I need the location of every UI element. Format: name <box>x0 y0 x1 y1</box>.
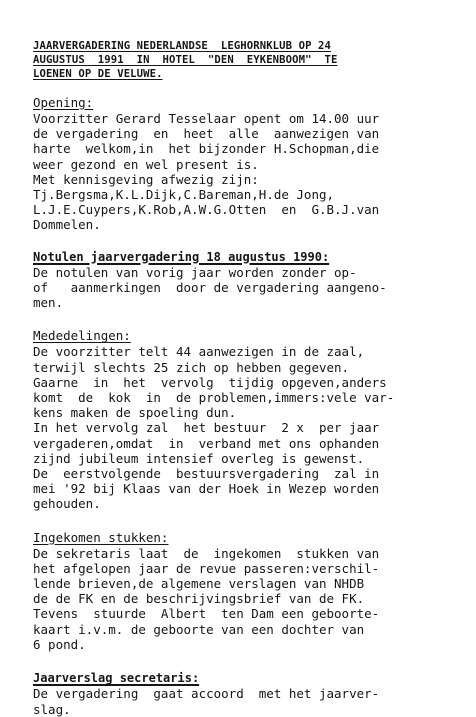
text-line: Gaarne in het vervolg tijdig opgeven,anders <box>33 374 387 390</box>
document-title <box>33 39 428 81</box>
meeting-minutes <box>33 39 428 717</box>
section-body <box>33 265 428 311</box>
text-line: terwijl slechts 25 zich op hebben gegeven. <box>33 359 350 375</box>
title-line: AUGUSTUS 1991 IN HOTEL "DEN EYKENBOOM" TE <box>33 54 338 66</box>
text-line: zijnd jubileum intensief overleg is gewenst. <box>33 450 365 466</box>
text-line: lende brieven,de algemene verslagen van NHDB <box>33 576 365 592</box>
text-line: vergaderen,omdat in verband met ons ophanden <box>33 435 380 451</box>
section-mededelingen <box>33 325 428 511</box>
text-line: slag. <box>33 701 71 717</box>
text-line: men. <box>33 295 64 311</box>
text-line: harte welkom,in het bijzonder H.Schopman,die <box>33 141 380 157</box>
section-heading: Ingekomen stukken: <box>33 529 169 545</box>
title-line: JAARVERGADERING NEDERLANDSE LEGHORNKLUB OP 24 <box>33 40 331 52</box>
text-line: Dommelen. <box>33 217 101 233</box>
text-line: In het vervolg zal het bestuur 2 x per jaar <box>33 420 380 436</box>
section-body <box>33 686 428 716</box>
text-line: mei '92 bij Klaas van der Hoek in Wezep worden <box>33 481 380 497</box>
text-line: het afgelopen jaar de revue passeren:verschil- <box>33 560 380 576</box>
text-line: komt de kok in de problemen,immers:vele var- <box>33 390 395 406</box>
section-heading: Jaarverslag secretaris: <box>33 671 200 686</box>
text-line: kaart i.v.m. de geboorte van een dochter van <box>33 621 365 637</box>
section-body <box>33 111 428 233</box>
text-line: De notulen van vorig jaar worden zonder op- <box>33 264 357 280</box>
text-line: De voorzitter telt 44 aanwezigen in de zaal, <box>33 344 365 360</box>
text-line: de vergadering en heet alle aanwezigen van <box>33 126 380 142</box>
text-line: weer gezond en wel present is. <box>33 156 259 172</box>
section-notulen <box>33 246 428 311</box>
section-body <box>33 344 428 511</box>
section-heading: Opening: <box>33 95 94 110</box>
text-line: De vergadering gaat accoord met het jaarver- <box>33 686 380 702</box>
text-line: De eerstvolgende bestuursvergadering zal in <box>33 466 380 482</box>
section-ingekomen-stukken <box>33 527 428 652</box>
section-jaarverslag-secretaris <box>33 667 428 717</box>
title-line: LOENEN OP DE VELUWE. <box>33 68 163 80</box>
text-line: 6 pond. <box>33 636 86 652</box>
text-line: Tevens stuurde Albert ten Dam een geboorte- <box>33 606 380 622</box>
text-line: de de FK en de beschrijvingsbrief van de FK. <box>33 591 365 607</box>
section-heading: Mededelingen: <box>33 328 131 344</box>
section-heading: Notulen jaarvergadering 18 augustus 1990: <box>33 249 330 264</box>
text-line: Voorzitter Gerard Tesselaar opent om 14.00 uur <box>33 111 380 126</box>
text-line: of aanmerkingen door de vergadering aangeno- <box>33 280 387 296</box>
section-body <box>33 546 428 652</box>
text-line: Met kennisgeving afwezig zijn: <box>33 171 259 187</box>
text-line: kens maken de spoeling dun. <box>33 405 237 421</box>
text-line: gehouden. <box>33 496 101 512</box>
text-line: Tj.Bergsma,K.L.Dijk,C.Bareman,H.de Jong, <box>33 187 335 203</box>
text-line: L.J.E.Cuypers,K.Rob,A.W.G.Otten en G.B.J.van <box>33 202 380 218</box>
section-opening <box>33 92 428 233</box>
text-line: De sekretaris laat de ingekomen stukken van <box>33 545 380 561</box>
